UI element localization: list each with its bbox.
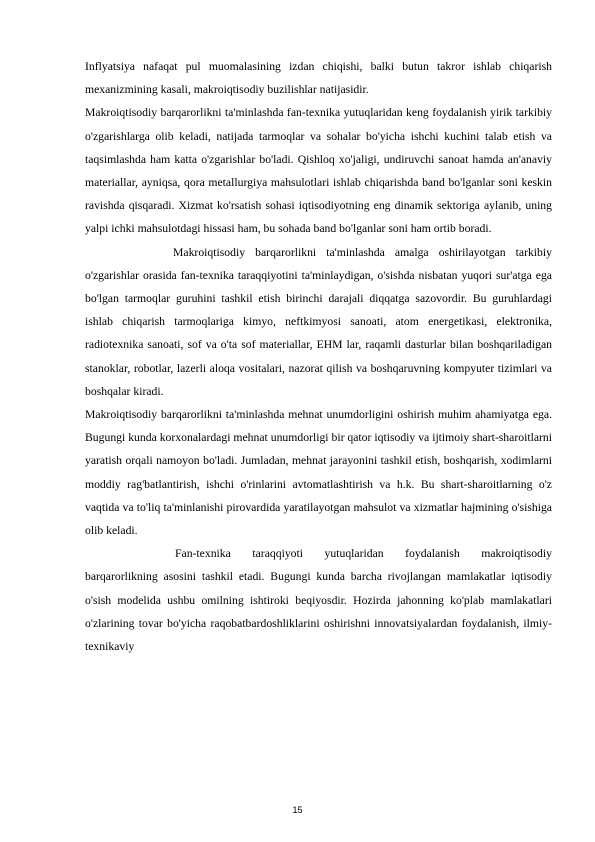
paragraph-labor-productivity: Makroiqtisodiy barqarorlikni ta'minlashda mehnat unumdorligini oshirish muhim ahamiyatga ega. Bugungi kunda korxonalardagi mehnat unumdorligi bir qator iqtisodiy va ijtimoiy shart-sharoitlarni yaratish orqali namoyon bo'ladi. Jumladan, mehnat jarayonini tashkil etish, boshqarish, xodimlarni moddiy rag'batlantirish, ishchi o'rinlarini avtomatlashtirish va h.k. Bu shart-sharoitlarning o'z vaqtida va to'liq ta'minlanishi pirovardida yaratilayotgan mahsulot va xizmatlar hajmining o'sishiga olib keladi. <box>85 408 552 538</box>
page-number: 15 <box>292 805 303 815</box>
paragraph-industry-groups: Makroiqtisodiy barqarorlikni ta'minlashda amalga oshirilayotgan tarkibiy o'zgarishlar orasida fan-texnika taraqqiyotini ta'minlaydigan, o'sishda nisbatan yuqori sur'atga ega bo'lgan tarmoqlar guruhini tashkil etish birinchi darajali diqqatga sazovordir. Bu guruhlardagi ishlab chiqarish tarmoqlariga kimyo, neftkimyosi sanoati, atom energetikasi, elektronika, radiotexnika sanoati, sof va o'ta sof materiallar, EHM lar, raqamli dasturlar bilan boshqariladigan stanoklar, robotlar, lazerli aloqa vositalari, nazorat qilish va boshqaruvning kompyuter tizimlari va boshqalar kiradi. <box>85 245 552 398</box>
paragraph-science-technology: Fan-texnika taraqqiyoti yutuqlaridan foydalanish makroiqtisodiy barqarorlikning asosini tashkil etadi. Bugungi kunda barcha rivojlangan mamlakatlar iqtisodiy o'sish modelida ushbu omilning ishtiroki beqiyosdir. Hozirda jahonning ko'plab mamlakatlari o'zlarining tovar bo'yicha raqobatbardoshliklarini oshirishni innovatsiyalardan foydalanish, ilmiy-texnikaviy <box>85 547 552 654</box>
page-body <box>85 55 552 658</box>
paragraph-structural-changes: Makroiqtisodiy barqarorlikni ta'minlashda fan-texnika yutuqlaridan keng foydalanish yirik tarkibiy o'zgarishlarga olib keladi, natijada tarmoqlar va sohalar bo'yicha ishchi kuchini talab etish va taqsimlashda ham katta o'zgarishlar bo'ladi. Qishloq xo'jaligi, undiruvchi sanoat hamda an'anaviy materiallar, ayniqsa, qora metallurgiya mahsulotlari ishlab chiqarishda band bo'lganlar soni keskin ravishda qisqaradi. Xizmat ko'rsatish sohasi iqtisodiyotning eng dinamik sektoriga aylanib, uning yalpi ichki mahsulotdagi hissasi ham, bu sohada band bo'lganlar soni ham ortib boradi. <box>85 106 552 236</box>
paragraph-inflation: Inflyatsiya nafaqat pul muomalasining izdan chiqishi, balki butun takror ishlab chiqarish mexanizmining kasali, makroiqtisodiy buzilishlar natijasidir. <box>85 60 552 97</box>
